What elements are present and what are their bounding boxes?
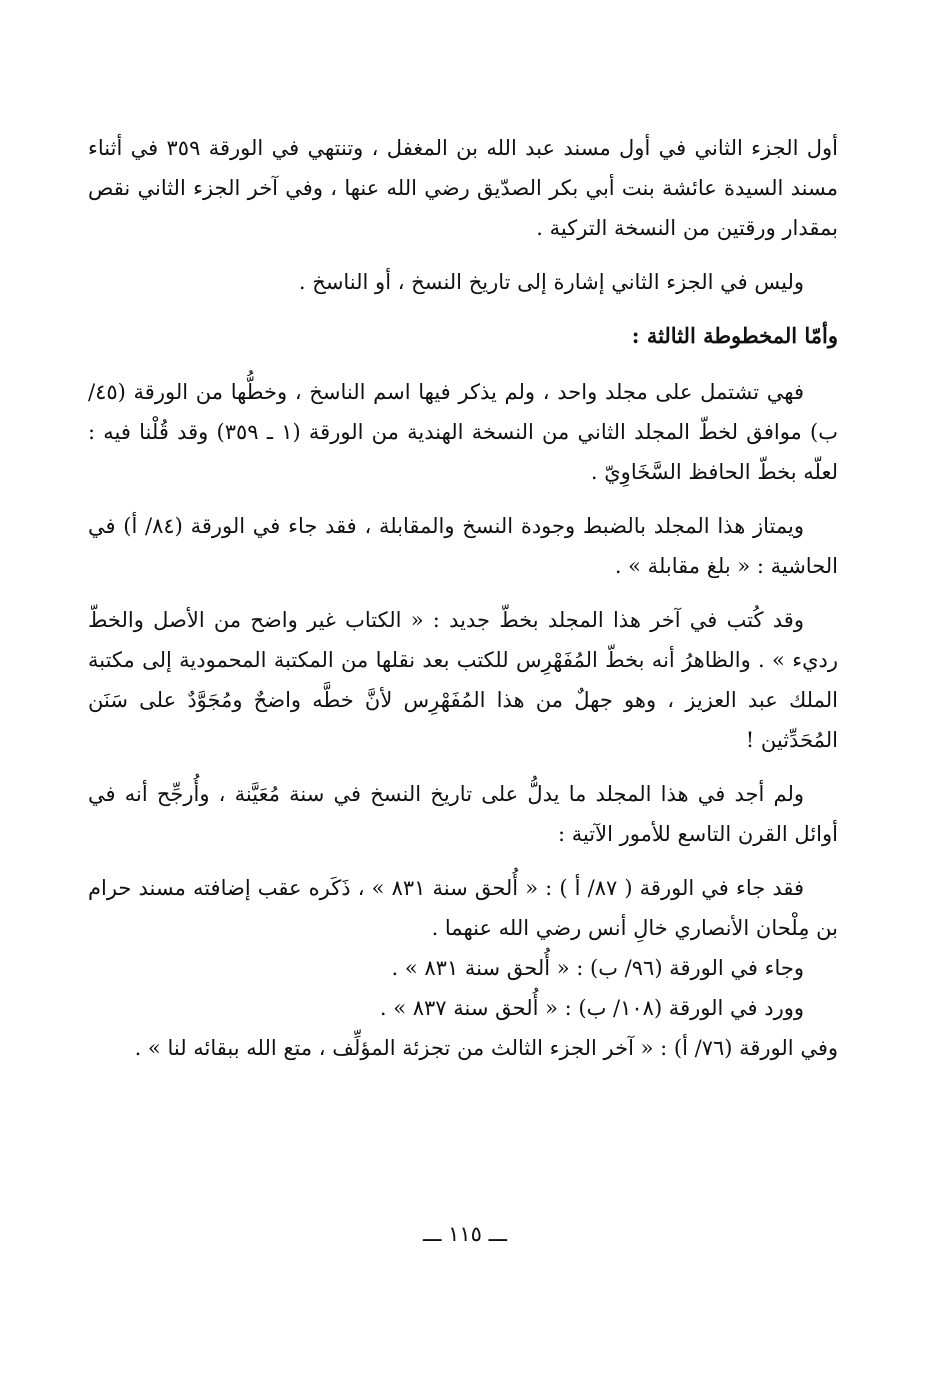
- paragraph-new-handwriting-note: وقد كُتب في آخر هذا المجلد بخطّ جديد : « الكتاب غير واضح من الأصل والخطّ رديء » . والظاهرُ أنه بخطّ المُفَهْرِس للكتب بعد نقلها من المكتبة المحمودية إلى مكتبة الملك عبد العزيز ، وهو جهلٌ من هذا المُفَهْرِس لأنَّ خطَّه واضحٌ ومُجَوَّدٌ على سَنَن المُحَدِّثين !: [88, 608, 838, 752]
- section-heading-third-manuscript: وأمّا المخطوطة الثالثة :: [631, 323, 838, 348]
- list-line-folio-108: وورد في الورقة (١٠٨/ ب) : « أُلحق سنة ٨٣٧ » .: [379, 996, 804, 1020]
- paragraph-collation-quality: ويمتاز هذا المجلد بالضبط وجودة النسخ والمقابلة ، فقد جاء في الورقة (٨٤/ أ) في الحاشية : « بلغ مقابلة » .: [88, 514, 838, 578]
- paragraph-dating-reasons: ولم أجد في هذا المجلد ما يدلُّ على تاريخ النسخ في سنة مُعَيَّنة ، وأُرجِّح أنه في أوائل القرن التاسع للأمور الآتية :: [88, 782, 838, 846]
- page-number: ـــ ١١٥ ـــ: [422, 1222, 508, 1246]
- paragraph-folio-87: فقد جاء في الورقة ( ٨٧/ أ ) : « أُلحق سنة ٨٣١ » ، ذَكَره عقب إضافته مسند حرام بن مِلْحان الأنصاري خالِ أنس رضي الله عنهما .: [88, 876, 838, 940]
- page-body: [88, 128, 838, 1068]
- paragraph-third-manuscript-description: فهي تشتمل على مجلد واحد ، ولم يذكر فيها اسم الناسخ ، وخطُّها من الورقة (٤٥/ ب) موافق لخطّ المجلد الثاني من النسخة الهندية من الورقة (١ ـ ٣٥٩) وقد قُلْنا فيه : لعلّه بخطّ الحافظ السَّخَاوِيّ .: [88, 380, 838, 484]
- list-line-folio-96: وجاء في الورقة (٩٦/ ب) : « أُلحق سنة ٨٣١ » .: [391, 956, 804, 980]
- paragraph-no-copy-date: وليس في الجزء الثاني إشارة إلى تاريخ النسخ ، أو الناسخ .: [298, 270, 804, 294]
- list-line-folio-76: وفي الورقة (٧٦/ أ) : « آخر الجزء الثالث من تجزئة المؤلِّف ، متع الله ببقائه لنا » .: [134, 1036, 838, 1060]
- paragraph-manuscript-two-description: أول الجزء الثاني في أول مسند عبد الله بن المغفل ، وتنتهي في الورقة ٣٥٩ في أثناء مسند السيدة عائشة بنت أبي بكر الصدّيق رضي الله عنها ، وفي آخر الجزء الثاني نقص بمقدار ورقتين من النسخة التركية .: [88, 136, 839, 240]
